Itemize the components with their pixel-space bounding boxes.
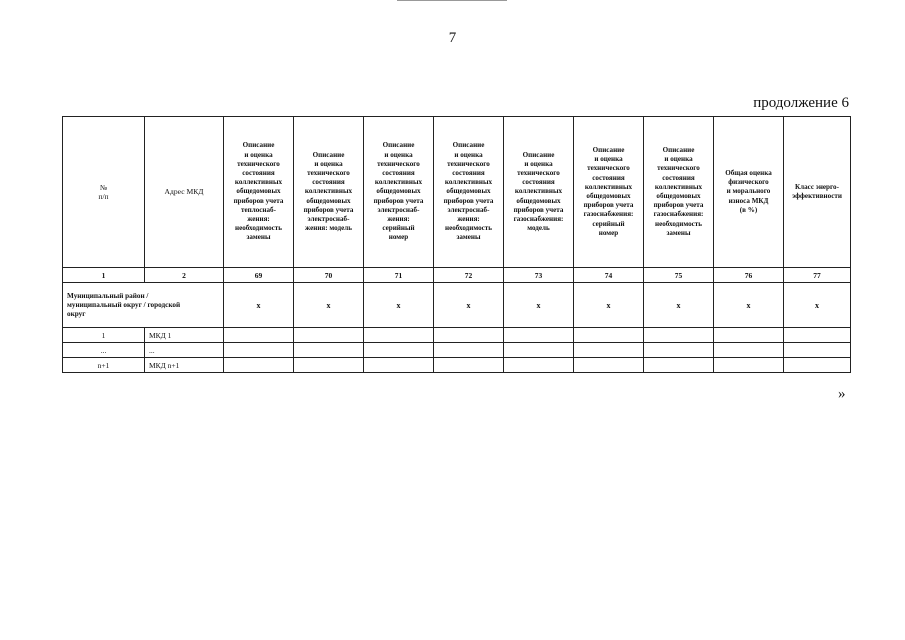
header-row [63,117,851,268]
column-number-cell: 76 [714,268,784,283]
row-address-cell: МКД n+1 [145,358,224,373]
column-header: Общая оценка физического и морального износа МКД (в %) [714,117,784,268]
column-number-cell: 71 [364,268,434,283]
empty-cell [294,328,364,343]
empty-cell [434,328,504,343]
column-number-cell: 74 [574,268,644,283]
region-row [63,283,851,328]
data-table-container [62,116,850,373]
empty-cell [434,343,504,358]
column-header: Описание и оценка технического состояния коллективных общедомовых приборов учета электроснаб- жения: серийный номер [364,117,434,268]
empty-cell [294,358,364,373]
column-header: Описание и оценка технического состояния коллективных общедомовых приборов учета газоснабжения: необходимость замены [644,117,714,268]
region-mark-cell: x [574,283,644,328]
region-mark-cell: x [294,283,364,328]
row-number-cell: 1 [63,328,145,343]
empty-cell [574,358,644,373]
column-number-cell: 69 [224,268,294,283]
region-mark-cell: x [714,283,784,328]
column-header: № п/п [63,117,145,268]
row-address-cell: ... [145,343,224,358]
column-header: Описание и оценка технического состояния коллективных общедомовых приборов учета газоснабжения: модель [504,117,574,268]
empty-cell [784,358,851,373]
empty-cell [714,343,784,358]
empty-cell [294,343,364,358]
column-number-cell: 72 [434,268,504,283]
empty-cell [224,343,294,358]
closing-quote: » [838,386,846,402]
empty-cell [364,343,434,358]
column-number-cell: 75 [644,268,714,283]
continuation-label: продолжение 6 [753,95,849,111]
empty-cell [644,358,714,373]
region-mark-cell: x [224,283,294,328]
row-address-cell: МКД 1 [145,328,224,343]
empty-cell [644,343,714,358]
column-header: Описание и оценка технического состояния коллективных общедомовых приборов учета электроснаб- жения: модель [294,117,364,268]
empty-cell [504,358,574,373]
column-header: Описание и оценка технического состояния коллективных общедомовых приборов учета газоснабжения: серийный номер [574,117,644,268]
column-number-cell: 77 [784,268,851,283]
empty-cell [574,343,644,358]
column-header: Описание и оценка технического состояния коллективных общедомовых приборов учета электроснаб- жения: необходимость замены [434,117,504,268]
region-mark-cell: x [504,283,574,328]
empty-cell [364,328,434,343]
column-number-cell: 73 [504,268,574,283]
column-header: Класс энерго- эффективности [784,117,851,268]
empty-cell [784,343,851,358]
page-number: 7 [448,30,457,46]
empty-cell [714,358,784,373]
empty-cell [574,328,644,343]
table-row [63,328,851,343]
region-mark-cell: x [364,283,434,328]
row-number-cell: n+1 [63,358,145,373]
column-number-cell: 2 [145,268,224,283]
empty-cell [784,328,851,343]
column-header: Описание и оценка технического состояния коллективных общедомовых приборов учета теплоснаб- жения: необходимость замены [224,117,294,268]
empty-cell [434,358,504,373]
empty-cell [504,343,574,358]
region-mark-cell: x [644,283,714,328]
empty-cell [364,358,434,373]
empty-cell [224,328,294,343]
table-row [63,343,851,358]
column-number-row [63,268,851,283]
empty-cell [504,328,574,343]
region-mark-cell: x [784,283,851,328]
mkd-assessment-table [62,116,851,373]
empty-cell [714,328,784,343]
column-header: Адрес МКД [145,117,224,268]
column-number-cell: 70 [294,268,364,283]
column-number-cell: 1 [63,268,145,283]
region-label: Муниципальный район / муниципальный округ / городской округ [63,283,224,328]
empty-cell [224,358,294,373]
row-number-cell: ... [63,343,145,358]
region-mark-cell: x [434,283,504,328]
top-edge-line [397,0,507,1]
table-row [63,358,851,373]
empty-cell [644,328,714,343]
